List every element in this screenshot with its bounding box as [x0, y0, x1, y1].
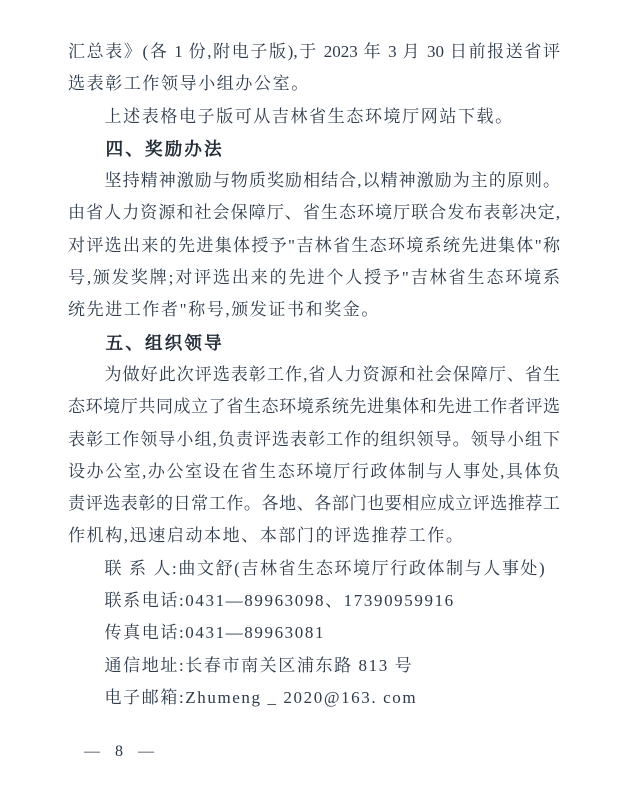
text-line: 号,颁发奖牌;对评选出来的先进个人授予"吉林省生态环境系	[68, 268, 560, 288]
page-number: — 8 —	[84, 743, 155, 760]
contact-phone-line: 联系电话:0431—89963098、17390959916	[104, 591, 455, 611]
text-line: 表彰工作领导小组,负责评选表彰工作的组织领导。领导小组下	[68, 429, 560, 449]
text-line: 由省人力资源和社会保障厅、省生态环境厅联合发布表彰决定,	[68, 203, 560, 223]
text-line: 责评选表彰的日常工作。各地、各部门也要相应成立评选推荐工	[68, 494, 560, 514]
contact-address-line: 通信地址:长春市南关区浦东路 813 号	[104, 655, 414, 675]
text-line: 上述表格电子版可从吉林省生态环境厅网站下载。	[104, 106, 514, 126]
section-heading-awards: 四、奖励办法	[105, 138, 224, 159]
contact-fax-line: 传真电话:0431—89963081	[104, 623, 326, 643]
contact-person-line: 联 系 人:曲文舒(吉林省生态环境厅行政体制与人事处)	[104, 558, 547, 578]
document-body	[68, 36, 560, 714]
text-line: 设办公室,办公室设在省生态环境厅行政体制与人事处,具体负	[68, 461, 560, 481]
text-line: 态环境厅共同成立了省生态环境系统先进集体和先进工作者评选	[68, 397, 560, 417]
section-heading-leadership: 五、组织领导	[105, 332, 224, 353]
text-line: 作机构,迅速启动本地、本部门的评选推荐工作。	[68, 526, 465, 546]
text-line: 坚持精神激励与物质奖励相结合,以精神激励为主的原则。	[104, 171, 560, 191]
text-line: 对评选出来的先进集体授予"吉林省生态环境系统先进集体"称	[68, 235, 560, 255]
contact-email-line: 电子邮箱:Zhumeng _ 2020@163. com	[104, 687, 418, 707]
text-line: 选表彰工作领导小组办公室。	[68, 74, 310, 94]
text-line: 为做好此次评选表彰工作,省人力资源和社会保障厅、省生	[104, 364, 560, 384]
text-line: 汇总表》(各 1 份,附电子版),于 2023 年 3 月 30 日前报送省评	[68, 42, 560, 61]
text-line: 统先进工作者"称号,颁发证书和奖金。	[68, 300, 380, 320]
